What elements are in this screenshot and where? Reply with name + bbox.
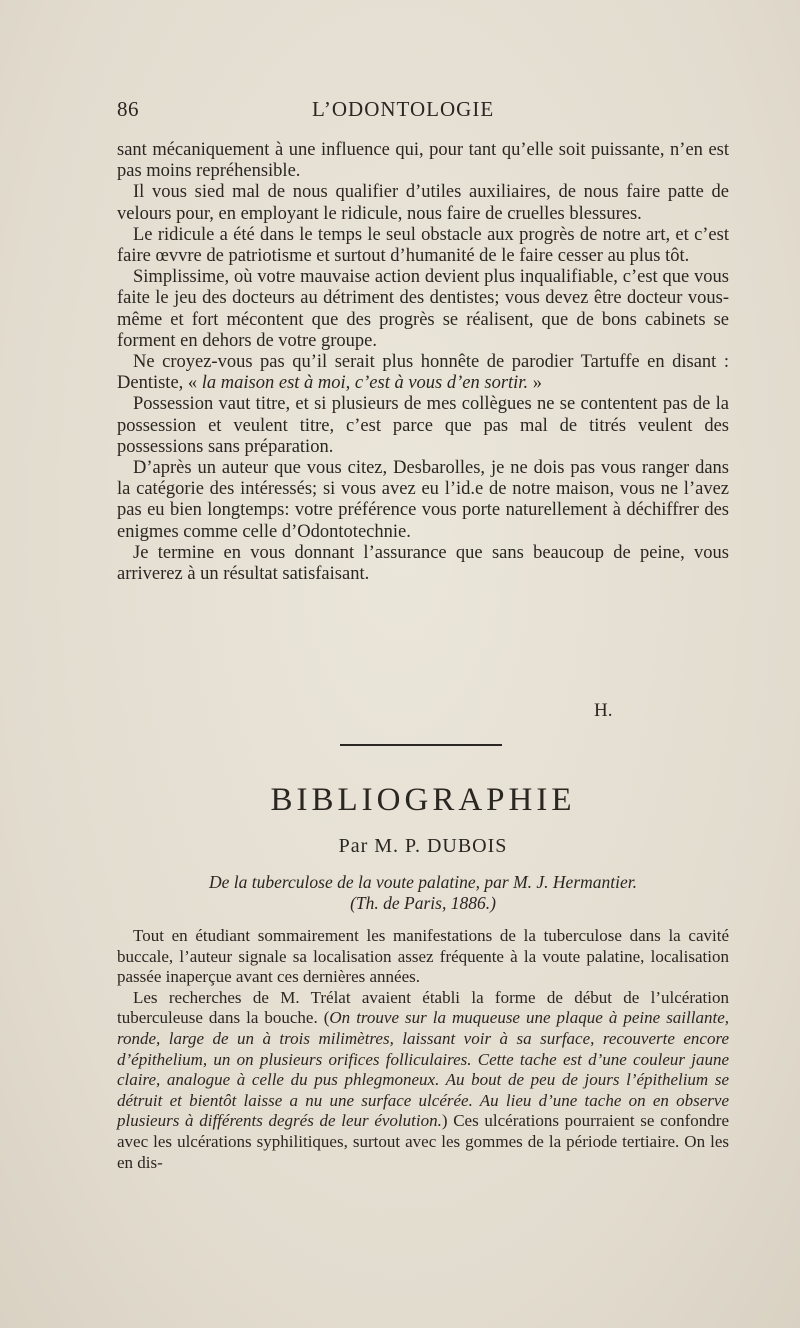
page-number: 86 bbox=[117, 97, 139, 121]
paragraph: Le ridicule a été dans le temps le seul obstacle aux progrès de notre art, et c’est faire œvvre de patriotisme et surtout d’humanité de le faire cesser au plus tôt. bbox=[117, 224, 729, 267]
paragraph bbox=[117, 988, 729, 1173]
paragraph-text: Les recherches de M. Trélat avaient établi la forme de début de l’ulcération tuberculeuse dans la bouche. ( bbox=[117, 987, 729, 1028]
citation-line: De la tuberculose de la voute palatine, par M. J. Hermantier. bbox=[208, 872, 637, 892]
citation bbox=[117, 872, 729, 914]
italic-quote: la maison est à moi, c’est à vous d’en sortir. bbox=[201, 373, 529, 394]
paragraph: D’après un auteur que vous citez, Desbarolles, je ne dois pas vous ranger dans la catégorie des intéressés; si vous avez eu l’id.e de notre maison, vous ne l’avez pas eu bien longtemps: votre préférence vous porte naturellement à déchiffrer des enigmes comme celle d’Odontotechnie. bbox=[117, 458, 729, 542]
italic-quote: On trouve sur la muqueuse une plaque à peine saillante, ronde, large de un à trois milimètres, laissant voir à sa surface, recouverte encore d’épithelium, un on plusieurs orifices folliculaires. Cette tache est d’une couleur jaune claire, analogue à celle du pus phlegmoneux. Au bout de peu de jours l’épithelium se détruit et bientôt laisse a nu une surface ulcérée. Au lieu d’une tache on en observe plusieurs à différents degrés de leur évolution. bbox=[117, 1008, 729, 1131]
citation-line: (Th. de Paris, 1886.) bbox=[350, 893, 496, 913]
letter-text bbox=[117, 140, 729, 585]
paragraph-text: Ne croyez-vous pas qu’il serait plus honnête de parodier Tartuffe en disant : Dentiste, « bbox=[117, 352, 729, 394]
paragraph: Possession vaut titre, et si plusieurs de mes collègues ne se contentent pas de la possession et veulent titre, c’est parce que pas mal de titrés veulent des possessions sans préparation. bbox=[117, 394, 729, 457]
byline: Par M. P. DUBOIS bbox=[338, 835, 508, 857]
paragraph-text: ) Ces ulcérations pourraient se confondre avec les ulcérations syphilitiques, surtout avec les gommes de la période tertiaire. On les en dis- bbox=[117, 1111, 730, 1172]
paragraph: Il vous sied mal de nous qualifier d’utiles auxiliaires, de nous faire patte de velours pour, en employant le ridicule, nous faire de cruelles blessures. bbox=[117, 182, 729, 224]
section-divider bbox=[340, 744, 502, 746]
paragraph: sant mécaniquement à une influence qui, pour tant qu’elle soit puissante, n’en est pas moins repréhensible. bbox=[117, 140, 729, 182]
paragraph: Simplissime, où votre mauvaise action devient plus inqualifiable, c’est que vous faite le jeu des docteurs au détriment des dentistes; vous devez être docteur vous-même et fort mécontent que des progrès se réalisent, que de bons cabinets se forment en dehors de votre groupe. bbox=[117, 267, 729, 351]
signature: H. bbox=[594, 700, 613, 721]
paragraph: Tout en étudiant sommairement les manifestations de la tuberculose dans la cavité buccale, l’auteur signale sa localisation assez fréquente à la voute palatine, localisation passée inaperçue avant ces dernières années. bbox=[117, 926, 729, 987]
paragraph-text: » bbox=[528, 373, 542, 394]
paragraph bbox=[117, 352, 729, 394]
review-text bbox=[117, 926, 729, 1173]
journal-title: L’ODONTOLOGIE bbox=[312, 97, 495, 121]
section-title: BIBLIOGRAPHIE bbox=[270, 782, 576, 818]
paragraph: Je termine en vous donnant l’assurance que sans beaucoup de peine, vous arriverez à un résultat satisfaisant. bbox=[117, 542, 729, 585]
running-head bbox=[117, 97, 730, 123]
